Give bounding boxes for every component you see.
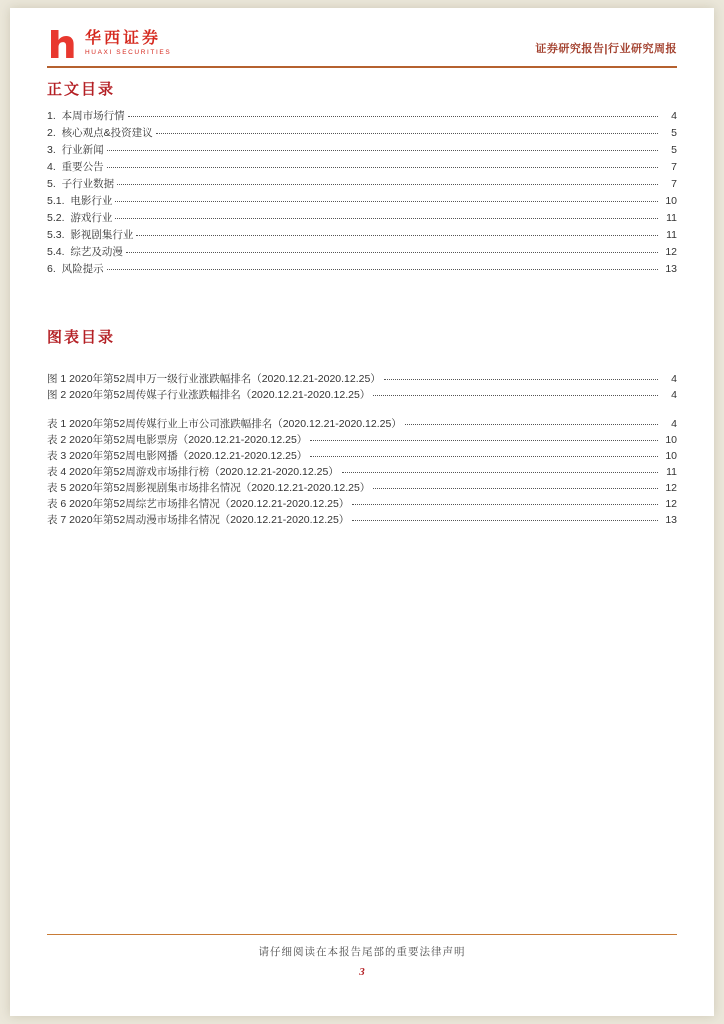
table-entry-page: 11 [666, 466, 677, 478]
header-divider: | [604, 43, 608, 55]
toc-entry[interactable] [47, 244, 677, 261]
dotted-leader [342, 472, 658, 473]
dotted-leader [107, 269, 658, 270]
page-content [10, 8, 714, 1016]
table-list [47, 416, 677, 528]
dotted-leader [373, 395, 658, 396]
toc-entry[interactable] [47, 261, 677, 278]
legal-disclaimer: 请仔细阅读在本报告尾部的重要法律声明 [258, 946, 466, 958]
brand-subtitle: HUAXI SECURITIES [85, 49, 172, 56]
figure-entry[interactable] [47, 371, 677, 387]
toc-entry-label: 1. 本周市场行情 [47, 110, 125, 122]
footer-rule [47, 934, 677, 935]
dotted-leader [115, 201, 658, 202]
dotted-leader [107, 150, 658, 151]
toc-entry-label: 5. 子行业数据 [47, 178, 115, 190]
dotted-leader [136, 235, 658, 236]
list-gap [47, 403, 677, 416]
table-entry-label: 表 7 2020年第52周动漫市场排名情况（2020.12.21-2020.12.25） [47, 514, 350, 526]
dotted-leader [156, 133, 658, 134]
table-entry-label: 表 6 2020年第52周综艺市场排名情况（2020.12.21-2020.12.25） [47, 498, 350, 510]
toc-entry-page: 11 [666, 229, 677, 241]
dotted-leader [310, 440, 658, 441]
main-toc-section [47, 78, 677, 278]
toc-entry-label: 6. 风险提示 [47, 263, 104, 275]
header-rule [47, 66, 677, 68]
toc-entry-label: 2. 核心观点&投资建议 [47, 127, 153, 139]
figure-entry-label: 图 2 2020年第52周传媒子行业涨跌幅排名（2020.12.21-2020.12.25） [47, 389, 371, 401]
toc-entry-label: 5.4. 综艺及动漫 [47, 246, 123, 258]
table-entry[interactable] [47, 432, 677, 448]
dotted-leader [107, 167, 658, 168]
dotted-leader [126, 252, 658, 253]
dotted-leader [115, 218, 658, 219]
figures-toc-section [47, 326, 677, 528]
table-entry-label: 表 1 2020年第52周传媒行业上市公司涨跌幅排名（2020.12.21-2020.12.25） [47, 418, 402, 430]
table-entry-label: 表 4 2020年第52周游戏市场排行榜（2020.12.21-2020.12.25） [47, 466, 339, 478]
report-type-label: 证券研究报告 [535, 43, 605, 55]
page-number: 3 [359, 966, 365, 978]
toc-entry-page: 7 [671, 161, 677, 173]
toc-title: 正文目录 [47, 82, 116, 98]
brand [47, 28, 171, 60]
dotted-leader [405, 424, 658, 425]
page-footer [47, 934, 677, 978]
toc-entry-page: 4 [671, 110, 677, 122]
toc-entry[interactable] [47, 108, 677, 125]
figure-entry-page: 4 [671, 373, 677, 385]
dotted-leader [352, 504, 658, 505]
figures-title: 图表目录 [47, 330, 116, 346]
huaxi-logo-icon [47, 28, 79, 60]
toc-entry[interactable] [47, 176, 677, 193]
table-entry-label: 表 3 2020年第52周电影网播（2020.12.21-2020.12.25） [47, 450, 308, 462]
toc-entry[interactable] [47, 159, 677, 176]
report-category-label: 行业研究周报 [608, 43, 677, 55]
table-entry-label: 表 5 2020年第52周影视剧集市场排名情况（2020.12.21-2020.12.25） [47, 482, 371, 494]
table-entry[interactable] [47, 480, 677, 496]
table-entry-page: 13 [665, 514, 677, 526]
toc-list [47, 108, 677, 278]
toc-entry-page: 13 [665, 263, 677, 275]
figure-entry[interactable] [47, 387, 677, 403]
toc-entry-label: 5.1. 电影行业 [47, 195, 113, 207]
document-page [10, 8, 714, 1016]
table-entry-page: 12 [665, 482, 677, 494]
figure-list [47, 371, 677, 403]
table-entry[interactable] [47, 448, 677, 464]
toc-entry-label: 5.3. 影视剧集行业 [47, 229, 134, 241]
table-entry-label: 表 2 2020年第52周电影票房（2020.12.21-2020.12.25） [47, 434, 308, 446]
toc-entry-page: 12 [665, 246, 677, 258]
table-entry-page: 10 [665, 434, 677, 446]
dotted-leader [117, 184, 658, 185]
table-entry-page: 12 [665, 498, 677, 510]
toc-entry[interactable] [47, 125, 677, 142]
table-entry-page: 10 [665, 450, 677, 462]
toc-entry-label: 3. 行业新闻 [47, 144, 104, 156]
toc-entry[interactable] [47, 227, 677, 244]
brand-name: 华西证券 [85, 30, 162, 47]
toc-entry-page: 5 [671, 144, 677, 156]
dotted-leader [384, 379, 658, 380]
toc-entry[interactable] [47, 142, 677, 159]
brand-text [85, 30, 171, 57]
table-entry[interactable] [47, 512, 677, 528]
toc-entry-page: 5 [671, 127, 677, 139]
table-entry[interactable] [47, 416, 677, 432]
toc-entry-label: 5.2. 游戏行业 [47, 212, 113, 224]
toc-entry[interactable] [47, 210, 677, 227]
toc-entry-page: 7 [671, 178, 677, 190]
report-type-header [535, 40, 677, 56]
report-header [47, 8, 677, 60]
table-entry[interactable] [47, 464, 677, 480]
toc-entry-label: 4. 重要公告 [47, 161, 104, 173]
figure-entry-page: 4 [671, 389, 677, 401]
toc-entry[interactable] [47, 193, 677, 210]
toc-entry-page: 10 [665, 195, 677, 207]
table-entry-page: 4 [671, 418, 677, 430]
figure-entry-label: 图 1 2020年第52周申万一级行业涨跌幅排名（2020.12.21-2020.12.25） [47, 373, 381, 385]
table-entry[interactable] [47, 496, 677, 512]
dotted-leader [310, 456, 658, 457]
toc-entry-page: 11 [666, 212, 677, 224]
dotted-leader [352, 520, 658, 521]
dotted-leader [373, 488, 658, 489]
dotted-leader [128, 116, 658, 117]
